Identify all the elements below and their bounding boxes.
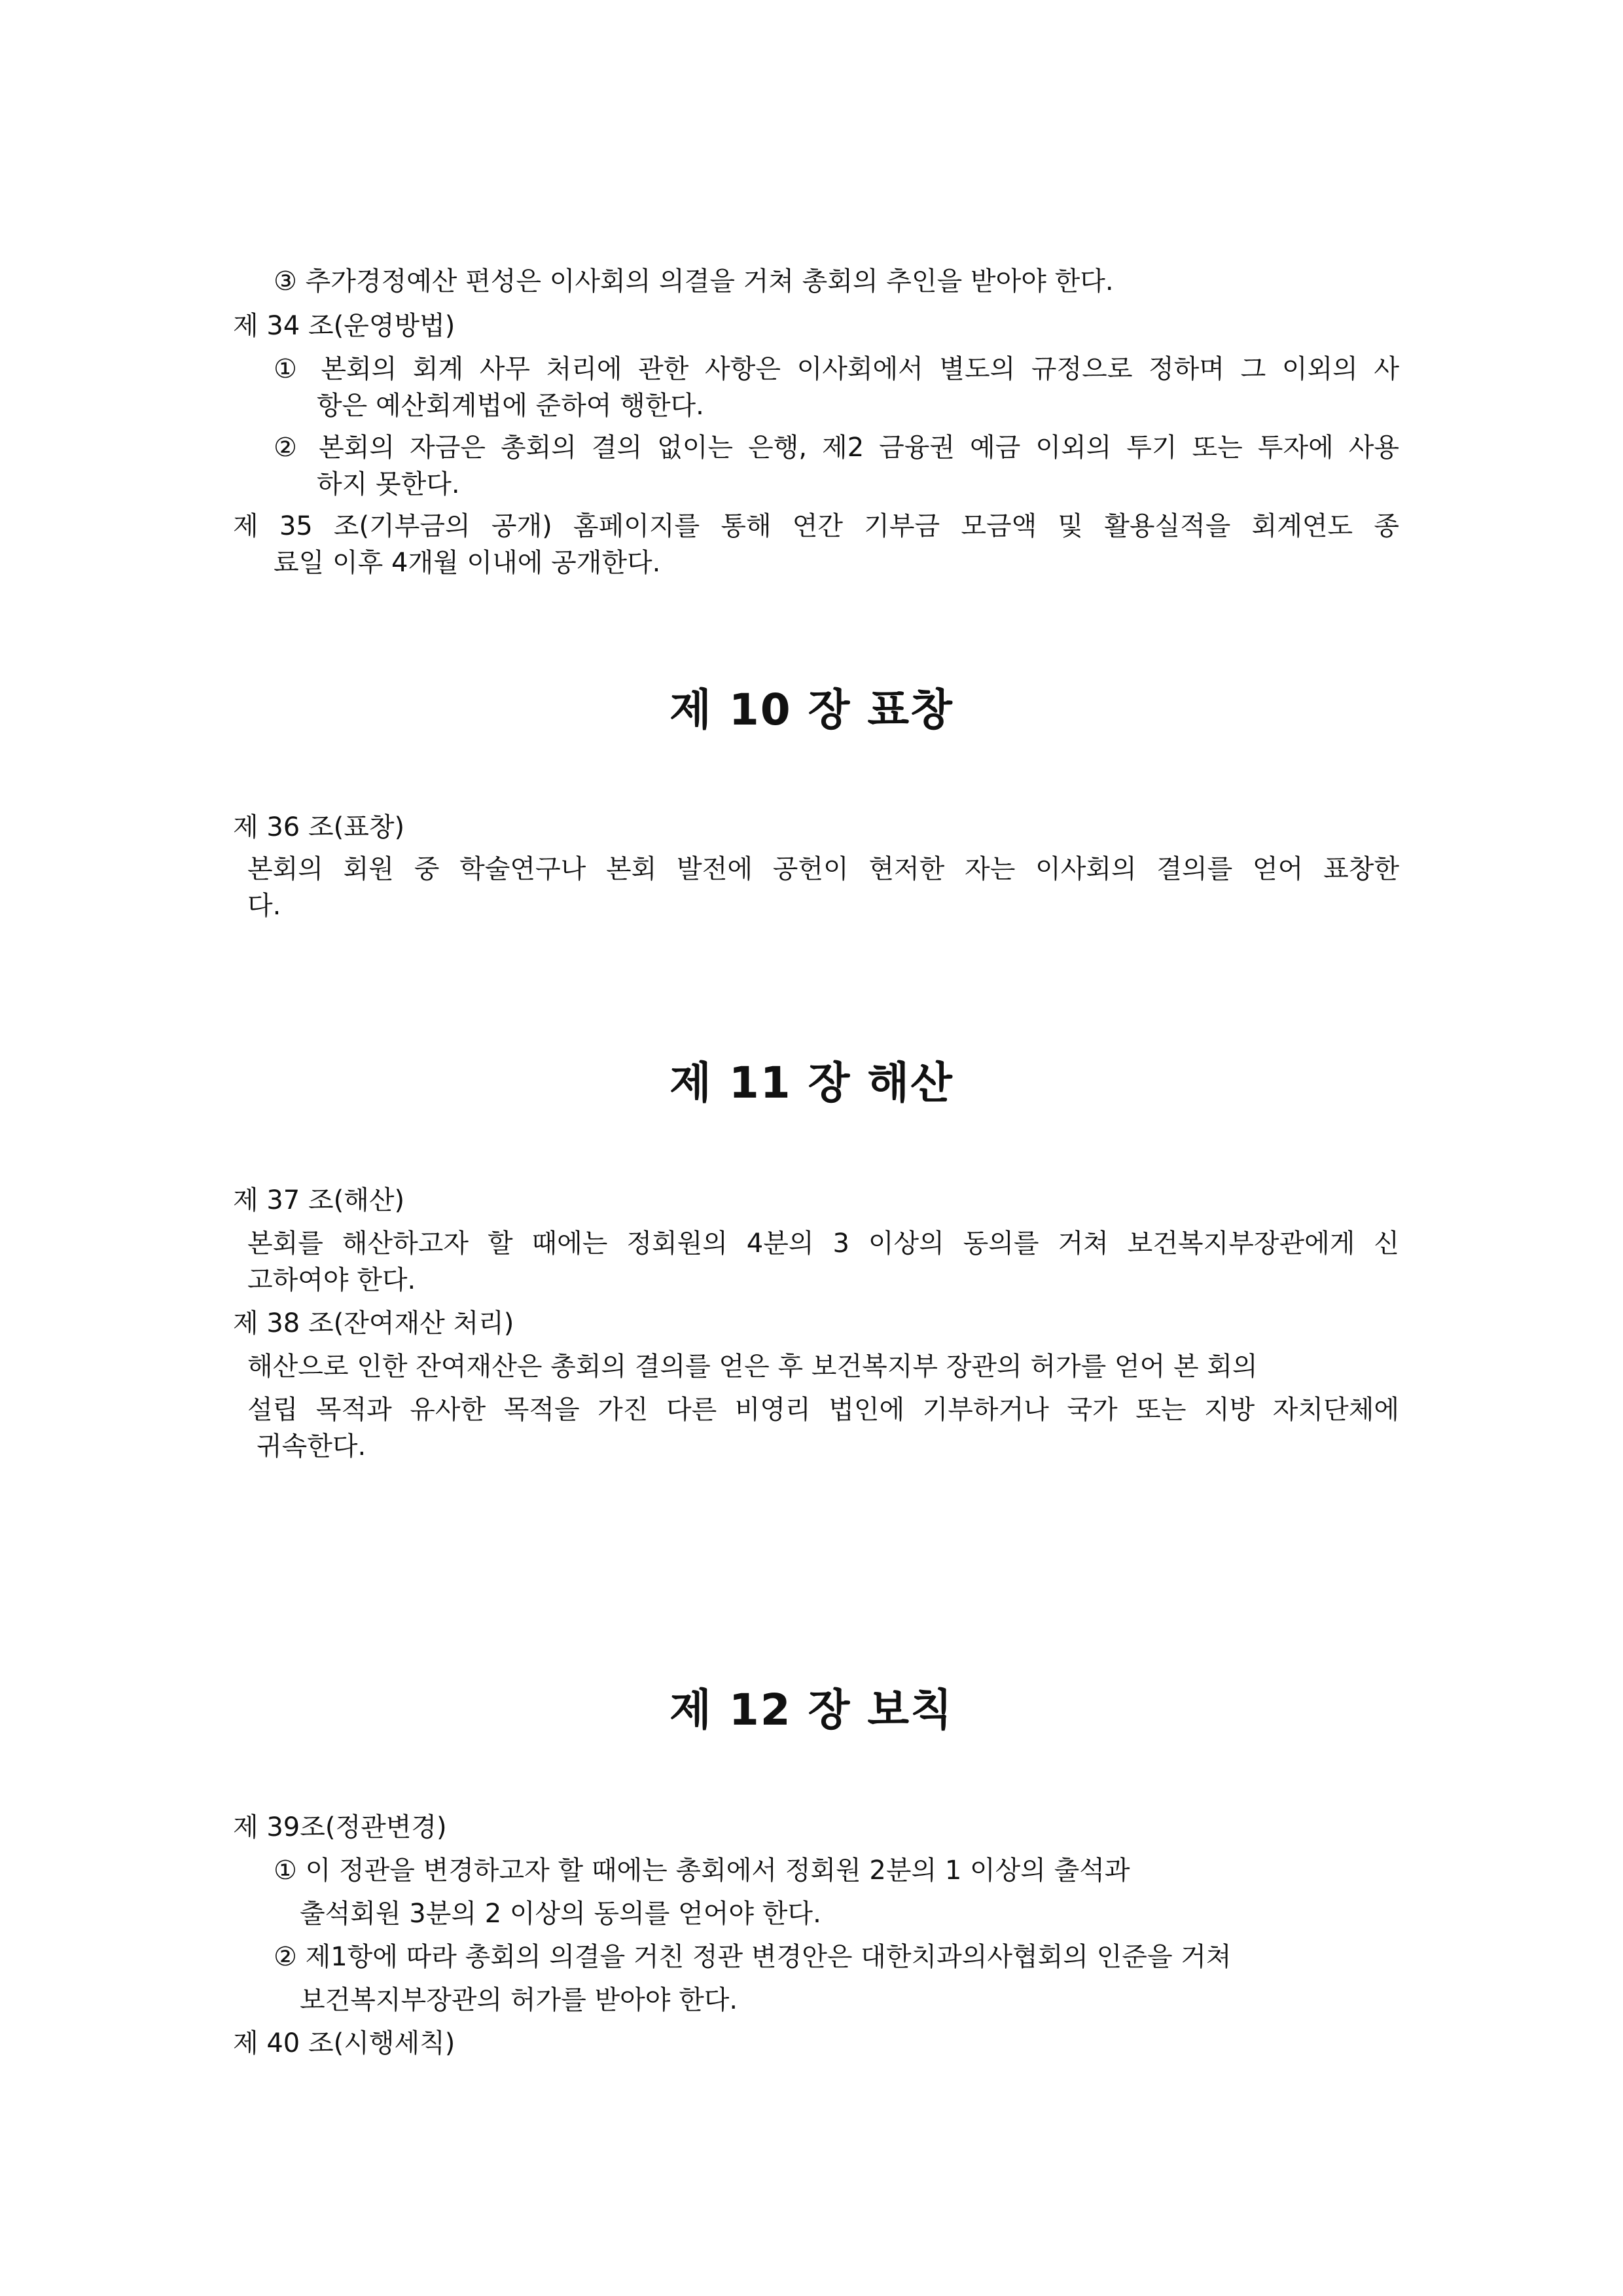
article-38-line-3: 귀속한다. (257, 1431, 366, 1462)
article-36-title: 제 36 조(표창) (233, 812, 405, 842)
article-39-paragraph-2-line-2: 보건복지부장관의 허가를 받아야 한다. (300, 1985, 738, 2015)
article-39-paragraph-1-line-2: 출석회원 3분의 2 이상의 동의를 얻어야 한다. (300, 1899, 821, 1929)
article-34-title: 제 34 조(운영방법) (233, 311, 455, 341)
chapter-10-heading: 제 10 장 표창 (669, 685, 954, 735)
article-34-paragraph-1-line-2: 항은 예산회계법에 준하여 행한다. (317, 391, 704, 421)
article-39-paragraph-2-line-1: ② 제1항에 따라 총회의 의결을 거친 정관 변경안은 대한치과의사협회의 인준을 거쳐 (274, 1942, 1232, 1972)
chapter-11-heading: 제 11 장 해산 (669, 1058, 954, 1108)
article-37-line-2: 고하여야 한다. (247, 1265, 416, 1295)
article-35-line-2: 료일 이후 4개월 이내에 공개한다. (274, 548, 661, 578)
article-38-line-2: 설립 목적과 유사한 목적을 가진 다른 비영리 법인에 기부하거나 국가 또는 지방 자치단체에 (247, 1395, 1399, 1425)
article-37-title: 제 37 조(해산) (233, 1185, 405, 1215)
chapter-12-heading: 제 12 장 보칙 (669, 1685, 954, 1735)
article-35-line-1: 제 35 조(기부금의 공개) 홈페이지를 통해 연간 기부금 모금액 및 활용실적을 회계연도 종 (233, 511, 1399, 541)
article-34-paragraph-2-line-2: 하지 못한다. (317, 469, 460, 499)
article-34-paragraph-2-line-1: ② 본회의 자금은 총회의 결의 없이는 은행, 제2 금융권 예금 이외의 투기 또는 투자에 사용 (274, 433, 1399, 463)
article-36-line-1: 본회의 회원 중 학술연구나 본회 발전에 공헌이 현저한 자는 이사회의 결의를 얻어 표창한 (247, 854, 1399, 884)
article-33-paragraph-3: ③ 추가경정예산 편성은 이사회의 의결을 거쳐 총회의 추인을 받아야 한다. (274, 266, 1114, 296)
article-39-paragraph-1-line-1: ① 이 정관을 변경하고자 할 때에는 총회에서 정회원 2분의 1 이상의 출석과 (274, 1856, 1130, 1886)
article-38-line-1: 해산으로 인한 잔여재산은 총회의 결의를 얻은 후 보건복지부 장관의 허가를 얻어 본 회의 (247, 1352, 1258, 1382)
article-39-title: 제 39조(정관변경) (233, 1812, 447, 1842)
article-37-line-1: 본회를 해산하고자 할 때에는 정회원의 4분의 3 이상의 동의를 거쳐 보건복지부장관에게 신 (247, 1229, 1399, 1259)
article-40-title: 제 40 조(시행세칙) (233, 2028, 455, 2058)
article-34-paragraph-1-line-1: ① 본회의 회계 사무 처리에 관한 사항은 이사회에서 별도의 규정으로 정하며 그 이외의 사 (274, 354, 1399, 384)
article-38-title: 제 38 조(잔여재산 처리) (233, 1308, 514, 1338)
article-36-line-2: 다. (247, 891, 281, 921)
